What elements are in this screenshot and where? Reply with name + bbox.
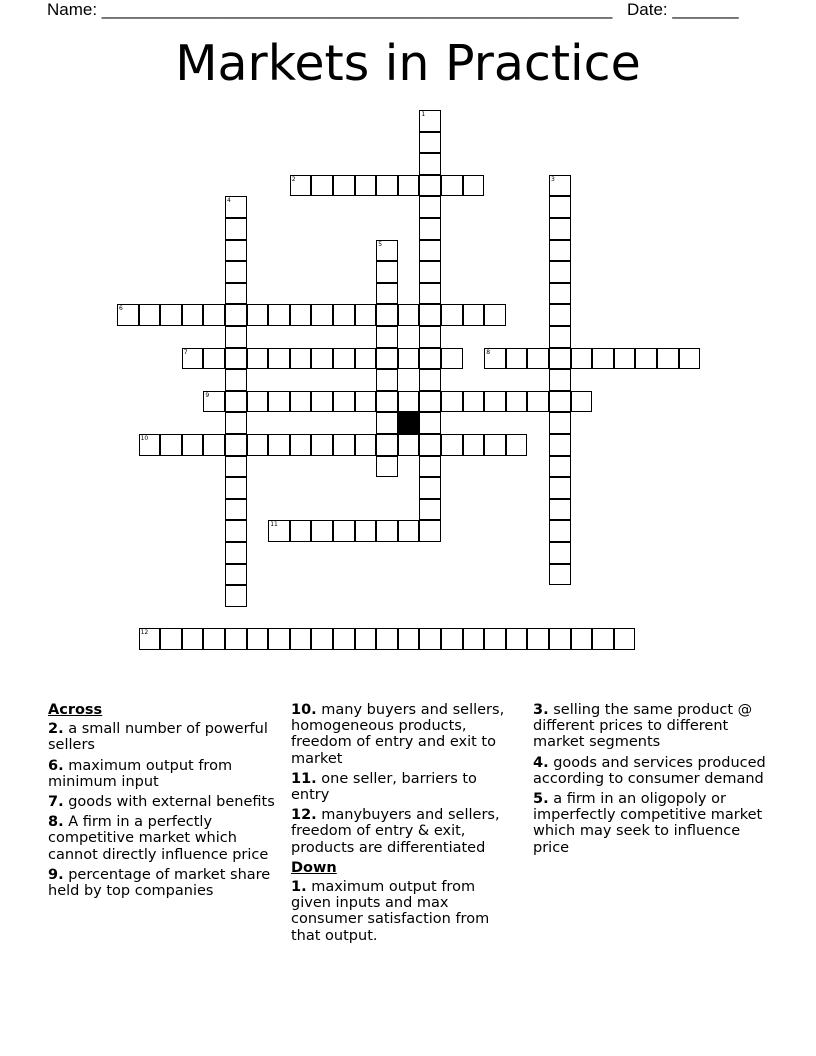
grid-cell[interactable] (549, 283, 571, 305)
grid-cell[interactable] (398, 434, 420, 456)
grid-cell[interactable] (419, 499, 441, 521)
grid-cell[interactable] (268, 391, 290, 413)
grid-cell[interactable] (247, 628, 269, 650)
grid-cell[interactable] (635, 348, 657, 370)
grid-cell[interactable] (614, 628, 636, 650)
grid-cell[interactable] (225, 326, 247, 348)
grid-cell[interactable] (527, 628, 549, 650)
grid-cell[interactable] (419, 520, 441, 542)
grid-cell[interactable] (333, 348, 355, 370)
grid-cell[interactable] (419, 304, 441, 326)
grid-cell[interactable] (398, 348, 420, 370)
grid-cell[interactable] (182, 628, 204, 650)
grid-cell[interactable] (549, 520, 571, 542)
grid-cell[interactable] (376, 240, 398, 262)
grid-cell[interactable] (419, 434, 441, 456)
grid-cell[interactable] (311, 434, 333, 456)
grid-cell[interactable] (268, 520, 290, 542)
grid-cell[interactable] (549, 412, 571, 434)
grid-cell[interactable] (225, 585, 247, 607)
clue-number: 8 (486, 348, 491, 356)
grid-cell[interactable] (333, 520, 355, 542)
grid-cell[interactable] (333, 304, 355, 326)
clue-number: 1 (421, 111, 426, 118)
grid-cell[interactable] (268, 304, 290, 326)
grid-cell[interactable] (160, 434, 182, 456)
clues-column-3 (533, 702, 773, 860)
grid-cell[interactable] (290, 175, 312, 197)
clue-across-9: 9. percentage of market share held by top companies (48, 866, 271, 900)
grid-cell[interactable] (614, 348, 636, 370)
grid-cell[interactable] (247, 304, 269, 326)
grid-cell[interactable] (355, 175, 377, 197)
grid-cell[interactable] (225, 218, 247, 240)
clue-across-2: 2. a small number of powerful sellers (48, 721, 268, 754)
grid-cell[interactable] (549, 326, 571, 348)
grid-cell[interactable] (484, 434, 506, 456)
clue-number: 11 (270, 521, 278, 529)
grid-cell[interactable] (376, 391, 398, 413)
grid-cell[interactable] (376, 369, 398, 391)
grid-cell[interactable] (419, 175, 441, 197)
grid-cell[interactable] (549, 564, 571, 586)
grid-cell[interactable] (311, 628, 333, 650)
grid-cell[interactable] (290, 520, 312, 542)
grid-cell[interactable] (203, 391, 225, 413)
grid-cell[interactable] (225, 240, 247, 262)
grid-cell[interactable] (290, 304, 312, 326)
clues-column-2 (291, 702, 516, 948)
grid-cell[interactable] (441, 628, 463, 650)
grid-cell[interactable] (355, 304, 377, 326)
grid-cell[interactable] (441, 304, 463, 326)
grid-cell[interactable] (419, 283, 441, 305)
grid-cell[interactable] (376, 348, 398, 370)
grid-cell[interactable] (225, 564, 247, 586)
grid-cell[interactable] (311, 304, 333, 326)
grid-cell[interactable] (160, 628, 182, 650)
grid-cell[interactable] (376, 261, 398, 283)
grid-cell[interactable] (290, 348, 312, 370)
grid-cell[interactable] (290, 391, 312, 413)
grid-cell[interactable] (484, 304, 506, 326)
grid-cell[interactable] (225, 391, 247, 413)
grid-cell[interactable] (225, 456, 247, 478)
grid-cell[interactable] (419, 110, 441, 132)
grid-cell[interactable] (139, 304, 161, 326)
grid-cell[interactable] (571, 391, 593, 413)
grid-cell[interactable] (506, 434, 528, 456)
grid-cell[interactable] (419, 348, 441, 370)
grid-cell[interactable] (182, 434, 204, 456)
grid-cell[interactable] (376, 326, 398, 348)
grid-cell[interactable] (549, 304, 571, 326)
grid-cell[interactable] (355, 520, 377, 542)
grid-cell[interactable] (398, 520, 420, 542)
grid-cell[interactable] (376, 628, 398, 650)
grid-cell[interactable] (290, 628, 312, 650)
clue-across-11: 11. one seller, barriers to entry (291, 770, 477, 804)
grid-cell[interactable] (549, 499, 571, 521)
grid-cell[interactable] (311, 348, 333, 370)
grid-cell[interactable] (419, 456, 441, 478)
grid-cell[interactable] (463, 434, 485, 456)
grid-cell[interactable] (355, 434, 377, 456)
grid-cell[interactable] (398, 304, 420, 326)
name-field-label: Name: ______________________________________________________ (47, 0, 613, 19)
grid-cell[interactable] (592, 348, 614, 370)
grid-cell[interactable] (333, 434, 355, 456)
clue-across-8: 8. A firm in a perfectly competitive market which cannot directly influence price (48, 814, 269, 863)
clue-number: 9 (205, 391, 210, 399)
grid-cell[interactable] (592, 628, 614, 650)
grid-cell[interactable] (376, 520, 398, 542)
grid-cell[interactable] (355, 628, 377, 650)
grid-cell[interactable] (247, 348, 269, 370)
grid-cell[interactable] (225, 261, 247, 283)
grid-cell[interactable] (549, 542, 571, 564)
grid-cell[interactable] (376, 434, 398, 456)
grid-cell[interactable] (398, 391, 420, 413)
grid-cell[interactable] (311, 175, 333, 197)
clue-number: 3 (551, 175, 555, 183)
grid-cell[interactable] (441, 175, 463, 197)
grid-cell[interactable] (268, 348, 290, 370)
grid-cell[interactable] (203, 628, 225, 650)
grid-cell[interactable] (225, 369, 247, 391)
grid-cell[interactable] (484, 628, 506, 650)
grid-cell[interactable] (419, 132, 441, 154)
black-square (398, 412, 420, 434)
grid-cell[interactable] (160, 304, 182, 326)
grid-cell[interactable] (441, 348, 463, 370)
grid-cell[interactable] (419, 326, 441, 348)
grid-cell[interactable] (376, 283, 398, 305)
grid-cell[interactable] (549, 348, 571, 370)
clue-across-7: 7. goods with external benefits (48, 794, 275, 811)
clue-down-1: 1. maximum output from given inputs and max consumer satisfaction from that output. (291, 879, 490, 944)
grid-cell[interactable] (139, 434, 161, 456)
clue-down-4: 4. goods and services produced according to consumer demand (533, 754, 766, 787)
grid-cell[interactable] (247, 434, 269, 456)
grid-cell[interactable] (549, 391, 571, 413)
grid-cell[interactable] (419, 412, 441, 434)
grid-cell[interactable] (225, 283, 247, 305)
grid-cell[interactable] (311, 391, 333, 413)
across-heading: Across (48, 702, 103, 718)
grid-cell[interactable] (679, 348, 701, 370)
grid-cell[interactable] (527, 348, 549, 370)
clue-across-6: 6. maximum output from minimum input (48, 757, 233, 790)
clue-number: 5 (378, 240, 383, 248)
clue-number: 10 (140, 435, 149, 442)
grid-cell[interactable] (571, 628, 593, 650)
clues-column-1 (48, 702, 283, 903)
grid-cell[interactable] (549, 434, 571, 456)
grid-cell[interactable] (463, 175, 485, 197)
grid-cell[interactable] (247, 391, 269, 413)
grid-cell[interactable] (484, 348, 506, 370)
grid-cell[interactable] (398, 628, 420, 650)
grid-cell[interactable] (333, 391, 355, 413)
grid-cell[interactable] (549, 175, 571, 197)
grid-cell[interactable] (463, 628, 485, 650)
grid-cell[interactable] (657, 348, 679, 370)
grid-cell[interactable] (398, 175, 420, 197)
grid-cell[interactable] (484, 391, 506, 413)
grid-cell[interactable] (376, 175, 398, 197)
grid-cell[interactable] (182, 348, 204, 370)
grid-cell[interactable] (463, 391, 485, 413)
grid-cell[interactable] (549, 456, 571, 478)
clue-number: 4 (227, 197, 231, 205)
grid-cell[interactable] (419, 369, 441, 391)
grid-cell[interactable] (203, 304, 225, 326)
clue-across-12: 12. manybuyers and sellers, freedom of entry & exit, products are differentiated (291, 807, 500, 856)
grid-cell[interactable] (419, 261, 441, 283)
grid-cell[interactable] (419, 391, 441, 413)
grid-cell[interactable] (549, 196, 571, 218)
grid-cell[interactable] (441, 434, 463, 456)
grid-cell[interactable] (333, 175, 355, 197)
grid-cell[interactable] (225, 628, 247, 650)
grid-cell[interactable] (549, 628, 571, 650)
grid-cell[interactable] (203, 434, 225, 456)
grid-cell[interactable] (355, 391, 377, 413)
grid-cell[interactable] (506, 628, 528, 650)
grid-cell[interactable] (527, 391, 549, 413)
puzzle-title: Markets in Practice (175, 35, 641, 92)
grid-cell[interactable] (571, 348, 593, 370)
clue-down-5: 5. a firm in an oligopoly or imperfectly competitive market which may seek to influence price (533, 791, 763, 856)
grid-cell[interactable] (419, 196, 441, 218)
grid-cell[interactable] (203, 348, 225, 370)
grid-cell[interactable] (225, 304, 247, 326)
grid-cell[interactable] (376, 304, 398, 326)
grid-cell[interactable] (549, 240, 571, 262)
grid-cell[interactable] (182, 304, 204, 326)
clue-across-10: 10. many buyers and sellers, homogeneous products, freedom of entry and exit to market (291, 702, 505, 767)
grid-cell[interactable] (290, 434, 312, 456)
grid-cell[interactable] (225, 520, 247, 542)
grid-cell[interactable] (419, 153, 441, 175)
grid-cell[interactable] (225, 196, 247, 218)
grid-cell[interactable] (441, 391, 463, 413)
grid-cell[interactable] (419, 628, 441, 650)
grid-cell[interactable] (463, 304, 485, 326)
clue-number: 12 (140, 629, 149, 637)
grid-cell[interactable] (225, 499, 247, 521)
grid-cell[interactable] (225, 477, 247, 499)
grid-cell[interactable] (225, 412, 247, 434)
grid-cell[interactable] (268, 434, 290, 456)
down-heading: Down (291, 859, 337, 876)
grid-cell[interactable] (225, 348, 247, 370)
grid-cell[interactable] (311, 520, 333, 542)
grid-cell[interactable] (355, 348, 377, 370)
grid-cell[interactable] (549, 261, 571, 283)
grid-cell[interactable] (225, 542, 247, 564)
grid-cell[interactable] (549, 477, 571, 499)
clue-number: 7 (183, 348, 188, 356)
grid-cell[interactable] (419, 477, 441, 499)
clue-number: 6 (119, 305, 123, 313)
grid-cell[interactable] (333, 628, 355, 650)
clue-down-3: 3. selling the same product @ different prices to different market segments (533, 702, 753, 751)
grid-cell[interactable] (376, 456, 398, 478)
grid-cell[interactable] (268, 628, 290, 650)
date-field-label: Date: _______ (627, 0, 739, 19)
grid-cell[interactable] (117, 304, 139, 326)
grid-cell[interactable] (506, 391, 528, 413)
grid-cell[interactable] (506, 348, 528, 370)
grid-cell[interactable] (376, 412, 398, 434)
grid-cell[interactable] (139, 628, 161, 650)
grid-cell[interactable] (419, 240, 441, 262)
grid-cell[interactable] (419, 218, 441, 240)
grid-cell[interactable] (549, 369, 571, 391)
grid-cell[interactable] (225, 434, 247, 456)
grid-cell[interactable] (549, 218, 571, 240)
clue-number: 2 (291, 175, 296, 183)
